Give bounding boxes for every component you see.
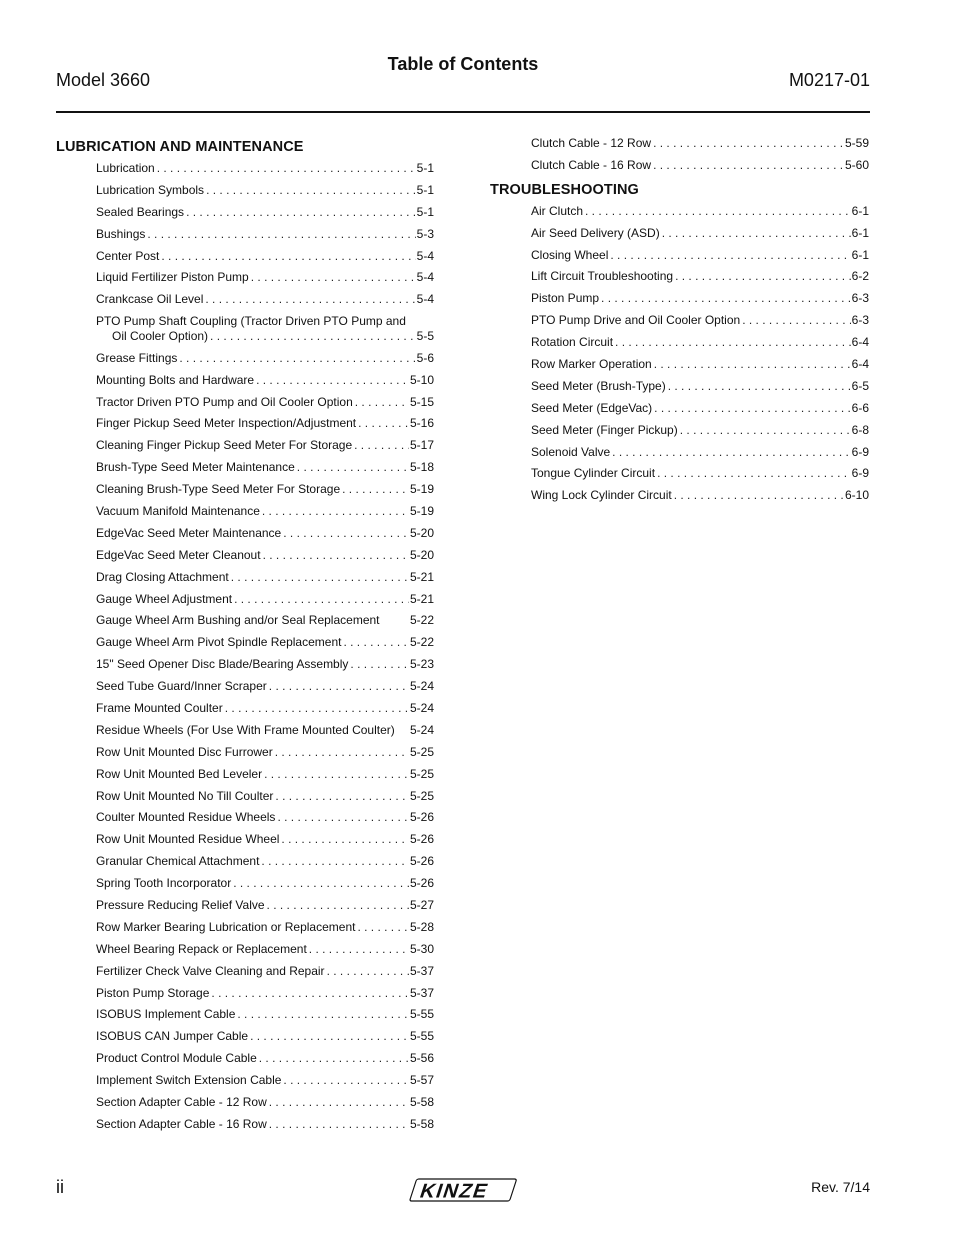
toc-entry-page: 5-58 — [409, 1116, 434, 1131]
toc-entry[interactable] — [96, 920, 434, 942]
toc-entry-page: 5-23 — [409, 657, 434, 672]
dot-leader — [654, 401, 850, 416]
toc-entry-page: 5-22 — [409, 613, 434, 628]
toc-entry-title: PTO Pump Drive and Oil Cooler Option — [531, 313, 741, 328]
toc-entry[interactable] — [96, 504, 434, 526]
toc-entry-title: EdgeVac Seed Meter Cleanout — [96, 547, 261, 562]
dot-leader — [206, 183, 416, 198]
toc-entry-page: 5-16 — [409, 416, 434, 431]
dot-leader — [355, 395, 409, 410]
toc-entry-page: 5-21 — [409, 591, 434, 606]
dot-leader — [662, 226, 851, 241]
toc-right-column — [490, 136, 869, 510]
toc-entry-title: PTO Pump Shaft Coupling (Tractor Driven PTO Pump and — [96, 314, 406, 329]
toc-entry-title: Row Marker Operation — [531, 357, 652, 372]
toc-entry[interactable] — [96, 701, 434, 723]
toc-entry-title: Center Post — [96, 248, 160, 263]
dot-leader — [742, 313, 850, 328]
toc-entry[interactable] — [531, 379, 869, 401]
toc-entry-title: Wheel Bearing Repack or Replacement — [96, 941, 307, 956]
toc-left-column — [56, 137, 434, 1139]
toc-entry-title: EdgeVac Seed Meter Maintenance — [96, 525, 282, 540]
toc-entry-title: ISOBUS Implement Cable — [96, 1007, 236, 1022]
toc-entry-title: Implement Switch Extension Cable — [96, 1073, 282, 1088]
toc-entry-page: 5-19 — [409, 482, 434, 497]
dot-leader — [267, 898, 409, 913]
dot-leader — [342, 482, 409, 497]
toc-entry[interactable] — [96, 745, 434, 767]
toc-entry[interactable] — [96, 1095, 434, 1117]
toc-entry[interactable] — [531, 488, 869, 510]
dot-leader — [654, 357, 851, 372]
toc-entry[interactable] — [96, 810, 434, 832]
dot-leader — [615, 335, 851, 350]
toc-entry-page: 5-59 — [844, 136, 869, 150]
toc-entry-page: 5-6 — [416, 350, 434, 365]
dot-leader — [233, 876, 409, 891]
toc-entry[interactable] — [96, 832, 434, 854]
dot-leader — [205, 292, 415, 307]
toc-entry-page: 5-18 — [409, 460, 434, 475]
toc-entry[interactable] — [96, 789, 434, 811]
toc-entry[interactable] — [96, 986, 434, 1008]
dot-leader — [186, 205, 416, 220]
dot-leader — [297, 460, 409, 475]
dot-leader — [250, 1029, 409, 1044]
toc-entry-title: Clutch Cable - 12 Row — [531, 136, 652, 150]
toc-entry[interactable] — [96, 635, 434, 657]
toc-entry-title: Wing Lock Cylinder Circuit — [531, 488, 672, 503]
toc-entry-page: 6-1 — [851, 247, 869, 262]
toc-entry-page: 5-27 — [409, 898, 434, 912]
toc-entry[interactable] — [531, 423, 869, 445]
toc-entry-page: 5-24 — [409, 722, 434, 737]
toc-entry-title: Lift Circuit Troubleshooting — [531, 269, 674, 284]
dot-leader — [350, 657, 409, 672]
toc-entry-page: 5-25 — [409, 788, 434, 803]
toc-entry-title: Liquid Fertilizer Piston Pump — [96, 270, 249, 285]
toc-entry-page: 5-26 — [409, 854, 434, 869]
toc-entry-page: 5-26 — [409, 810, 434, 825]
toc-entry[interactable] — [96, 1073, 434, 1095]
dot-leader — [275, 745, 409, 760]
dot-leader — [610, 248, 850, 263]
toc-entry-page: 6-3 — [851, 313, 869, 328]
toc-entry-title: Cleaning Finger Pickup Seed Meter For Storage — [96, 438, 353, 453]
toc-entry-page: 6-3 — [851, 291, 869, 306]
dot-leader — [251, 270, 416, 285]
dot-leader — [357, 920, 409, 935]
toc-entry[interactable] — [96, 416, 434, 438]
dot-leader — [343, 635, 409, 650]
toc-entry[interactable] — [96, 482, 434, 504]
toc-entry-page: 6-2 — [851, 269, 869, 284]
toc-entry[interactable] — [96, 183, 434, 205]
toc-entry-page: 5-5 — [416, 329, 434, 344]
toc-entry-page: 5-30 — [409, 941, 434, 956]
toc-entry-title: Seed Meter (EdgeVac) — [531, 400, 653, 415]
dot-leader — [281, 832, 409, 847]
toc-entry-page: 6-4 — [851, 357, 869, 372]
document-number: M0217-01 — [788, 70, 870, 90]
dot-leader — [210, 329, 416, 344]
toc-entry-title: Lubrication Symbols — [96, 182, 205, 197]
toc-entry-title: Brush-Type Seed Meter Maintenance — [96, 460, 295, 475]
toc-entry-title: Granular Chemical Attachment — [96, 854, 260, 869]
dot-leader — [256, 373, 409, 388]
dot-leader — [601, 291, 851, 306]
toc-entry-title: Seed Tube Guard/Inner Scraper — [96, 679, 267, 694]
toc-entry[interactable] — [96, 395, 434, 417]
toc-entry-title: Seed Meter (Brush-Type) — [531, 378, 666, 393]
toc-entry-page: 5-55 — [409, 1029, 434, 1044]
dot-leader — [231, 570, 409, 585]
toc-list-continued — [490, 136, 869, 180]
toc-entry-page: 6-9 — [851, 466, 869, 481]
toc-entry-page: 5-1 — [416, 161, 434, 175]
dot-leader — [234, 592, 409, 607]
toc-entry-page: 5-60 — [844, 157, 869, 172]
toc-entry-title: Mounting Bolts and Hardware — [96, 372, 255, 387]
page-number: ii — [56, 1177, 64, 1197]
dot-leader — [675, 269, 851, 284]
toc-entry[interactable] — [96, 1007, 434, 1029]
toc-entry-page: 5-20 — [409, 525, 434, 540]
toc-entry[interactable] — [531, 226, 869, 248]
toc-entry[interactable] — [96, 1051, 434, 1073]
toc-entry-title: Drag Closing Attachment — [96, 569, 229, 584]
toc-entry-page: 5-37 — [409, 963, 434, 978]
toc-entry-title-continued: Oil Cooler Option) — [112, 329, 209, 344]
dot-leader — [269, 679, 409, 694]
toc-entry-title: Cleaning Brush-Type Seed Meter For Storage — [96, 482, 341, 497]
toc-entry[interactable] — [96, 438, 434, 460]
toc-entry[interactable] — [96, 942, 434, 964]
dot-leader — [653, 136, 844, 151]
dot-leader — [585, 204, 851, 219]
toc-entry-title: Piston Pump Storage — [96, 985, 210, 1000]
dot-leader — [283, 1073, 409, 1088]
toc-entry-page: 5-24 — [409, 679, 434, 694]
toc-entry-page: 5-3 — [416, 226, 434, 241]
toc-entry[interactable] — [531, 269, 869, 291]
toc-entry[interactable] — [96, 1029, 434, 1051]
toc-entry-title: Lubrication — [96, 161, 155, 175]
page-title: Table of Contents — [387, 54, 539, 74]
toc-entry[interactable] — [96, 205, 434, 227]
toc-entry-page: 6-10 — [844, 488, 869, 503]
toc-entry[interactable] — [96, 351, 434, 373]
toc-entry-page: 5-26 — [409, 832, 434, 847]
toc-entry[interactable] — [96, 292, 434, 314]
toc-entry-title: Gauge Wheel Arm Bushing and/or Seal Replacement — [96, 613, 380, 628]
toc-entry-title: Finger Pickup Seed Meter Inspection/Adjustment — [96, 416, 357, 431]
toc-list-lubrication — [56, 161, 434, 1139]
toc-entry[interactable] — [96, 898, 434, 920]
dot-leader — [261, 854, 409, 869]
toc-entry-title: 15" Seed Opener Disc Blade/Bearing Assembly — [96, 657, 349, 672]
toc-entry-page: 5-1 — [416, 204, 434, 219]
toc-entry-page: 5-26 — [409, 876, 434, 891]
toc-entry-title: Gauge Wheel Arm Pivot Spindle Replacement — [96, 635, 342, 650]
toc-entry[interactable] — [531, 401, 869, 423]
toc-entry-title: Residue Wheels (For Use With Frame Mounted Coulter) — [96, 722, 395, 737]
toc-entry-title: Tractor Driven PTO Pump and Oil Cooler Option — [96, 394, 353, 409]
toc-entry[interactable] — [96, 548, 434, 570]
toc-entry[interactable] — [96, 314, 434, 351]
toc-entry[interactable] — [96, 679, 434, 701]
toc-entry[interactable] — [96, 613, 434, 635]
toc-entry-page: 6-8 — [851, 422, 869, 437]
toc-entry-title: Tongue Cylinder Circuit — [531, 466, 656, 481]
toc-entry[interactable] — [96, 270, 434, 292]
toc-entry-page: 5-19 — [409, 503, 434, 518]
section-heading-troubleshooting: TROUBLESHOOTING — [490, 181, 639, 198]
toc-entry-page: 6-6 — [851, 400, 869, 415]
toc-entry[interactable] — [531, 357, 869, 379]
toc-entry-title: Crankcase Oil Level — [96, 292, 204, 307]
toc-entry[interactable] — [96, 767, 434, 789]
revision-date: Rev. 7/14 — [811, 1179, 870, 1195]
toc-entry-page: 5-37 — [409, 985, 434, 1000]
toc-entry-title: Seed Meter (Finger Pickup) — [531, 422, 678, 437]
dot-leader — [358, 416, 409, 431]
toc-entry-title: Pressure Reducing Relief Valve — [96, 898, 265, 912]
toc-entry-title: Row Marker Bearing Lubrication or Replacement — [96, 919, 356, 934]
toc-entry[interactable] — [96, 526, 434, 548]
toc-entry-page: 5-4 — [416, 292, 434, 307]
toc-list-troubleshooting — [490, 204, 869, 510]
toc-entry-page: 5-1 — [416, 182, 434, 197]
toc-entry[interactable] — [96, 657, 434, 679]
toc-entry-title: Row Unit Mounted Bed Leveler — [96, 766, 263, 781]
toc-entry-page: 5-15 — [409, 394, 434, 409]
toc-entry-page: 5-10 — [409, 372, 434, 387]
dot-leader — [283, 526, 409, 541]
toc-entry-page: 5-25 — [409, 744, 434, 759]
toc-entry[interactable] — [531, 204, 869, 226]
toc-entry-page: 5-25 — [409, 766, 434, 781]
page-header — [56, 52, 870, 114]
toc-entry-page: 5-22 — [409, 635, 434, 650]
toc-entry[interactable] — [96, 1117, 434, 1139]
toc-entry-page: 5-24 — [409, 700, 434, 715]
dot-leader — [147, 227, 415, 242]
toc-entry-page: 5-4 — [416, 270, 434, 285]
svg-text:KINZE: KINZE — [417, 1179, 492, 1203]
toc-entry-title: Grease Fittings — [96, 350, 178, 365]
dot-leader — [179, 351, 415, 366]
dot-leader — [277, 810, 409, 825]
dot-leader — [668, 379, 851, 394]
dot-leader — [653, 158, 844, 173]
toc-entry[interactable] — [96, 964, 434, 986]
toc-entry-title: Air Seed Delivery (ASD) — [531, 225, 660, 240]
section-heading-lubrication: LUBRICATION AND MAINTENANCE — [56, 139, 304, 155]
toc-entry-title: Clutch Cable - 16 Row — [531, 157, 652, 172]
toc-entry[interactable] — [96, 373, 434, 395]
toc-entry-title: Closing Wheel — [531, 247, 609, 262]
toc-entry[interactable] — [531, 248, 869, 270]
dot-leader — [327, 964, 409, 979]
toc-entry[interactable] — [531, 335, 869, 357]
dot-leader — [674, 488, 844, 503]
dot-leader — [269, 1117, 409, 1132]
toc-entry-page: 5-21 — [409, 569, 434, 584]
dot-leader — [275, 789, 409, 804]
toc-entry-title: Air Clutch — [531, 203, 584, 218]
dot-leader — [262, 504, 409, 519]
toc-entry[interactable] — [531, 158, 869, 180]
toc-entry-title: Vacuum Manifold Maintenance — [96, 503, 260, 518]
dot-leader — [264, 767, 409, 782]
dot-leader — [259, 1051, 409, 1066]
dot-leader — [354, 438, 409, 453]
dot-leader — [657, 466, 851, 481]
toc-entry[interactable] — [96, 723, 434, 745]
toc-entry-title: Row Unit Mounted Residue Wheel — [96, 832, 280, 847]
toc-entry-page: 6-9 — [851, 444, 869, 459]
toc-entry-page: 5-55 — [409, 1007, 434, 1022]
dot-leader — [269, 1095, 409, 1110]
toc-entry-title: Coulter Mounted Residue Wheels — [96, 810, 276, 825]
toc-entry-page: 5-28 — [409, 919, 434, 934]
toc-entry-title: Row Unit Mounted Disc Furrower — [96, 744, 273, 759]
toc-entry-title: Solenoid Valve — [531, 444, 611, 459]
dot-leader — [612, 445, 850, 460]
toc-entry-title: Bushings — [96, 226, 146, 241]
toc-entry-title: ISOBUS CAN Jumper Cable — [96, 1029, 249, 1044]
toc-entry-title: Piston Pump — [531, 291, 600, 306]
toc-entry[interactable] — [531, 445, 869, 467]
toc-entry-page: 5-17 — [409, 438, 434, 453]
toc-entry-title: Sealed Bearings — [96, 204, 185, 219]
page-footer — [56, 1175, 870, 1211]
toc-entry-page: 6-4 — [851, 335, 869, 350]
dot-leader — [680, 423, 851, 438]
toc-entry[interactable] — [531, 466, 869, 488]
toc-entry-page: 5-57 — [409, 1073, 434, 1088]
toc-entry[interactable] — [531, 291, 869, 313]
toc-entry-page: 5-20 — [409, 547, 434, 562]
dot-leader — [157, 161, 416, 176]
toc-entry-page: 6-1 — [851, 225, 869, 240]
model-label: Model 3660 — [56, 70, 151, 90]
dot-leader — [161, 249, 415, 264]
dot-leader — [309, 942, 409, 957]
toc-entry-title: Section Adapter Cable - 16 Row — [96, 1116, 267, 1131]
toc-entry[interactable] — [531, 313, 869, 335]
toc-entry-title: Product Control Module Cable — [96, 1051, 257, 1066]
toc-entry-title: Frame Mounted Coulter — [96, 700, 223, 715]
toc-entry[interactable] — [96, 592, 434, 614]
toc-entry-page: 5-56 — [409, 1051, 434, 1066]
toc-entry-page: 6-5 — [851, 378, 869, 393]
toc-entry[interactable] — [96, 854, 434, 876]
toc-entry-page: 5-4 — [416, 248, 434, 263]
toc-entry[interactable] — [96, 161, 434, 183]
toc-entry-title: Gauge Wheel Adjustment — [96, 591, 233, 606]
toc-entry[interactable] — [96, 460, 434, 482]
dot-leader — [237, 1007, 409, 1022]
toc-entry[interactable] — [96, 876, 434, 898]
toc-entry-title: Row Unit Mounted No Till Coulter — [96, 788, 274, 803]
dot-leader — [225, 701, 409, 716]
toc-entry-title: Rotation Circuit — [531, 335, 614, 350]
toc-entry[interactable] — [531, 136, 869, 158]
kinze-logo — [404, 1175, 522, 1205]
toc-entry[interactable] — [96, 249, 434, 271]
dot-leader — [263, 548, 409, 563]
toc-entry-page: 6-1 — [851, 203, 869, 218]
toc-entry[interactable] — [96, 570, 434, 592]
toc-entry-page: 5-58 — [409, 1095, 434, 1110]
header-divider — [56, 111, 870, 113]
toc-entry-title: Section Adapter Cable - 12 Row — [96, 1095, 267, 1110]
dot-leader — [211, 986, 409, 1001]
toc-entry-title: Fertilizer Check Valve Cleaning and Repair — [96, 963, 325, 978]
toc-entry[interactable] — [96, 227, 434, 249]
toc-entry-title: Spring Tooth Incorporator — [96, 876, 232, 891]
